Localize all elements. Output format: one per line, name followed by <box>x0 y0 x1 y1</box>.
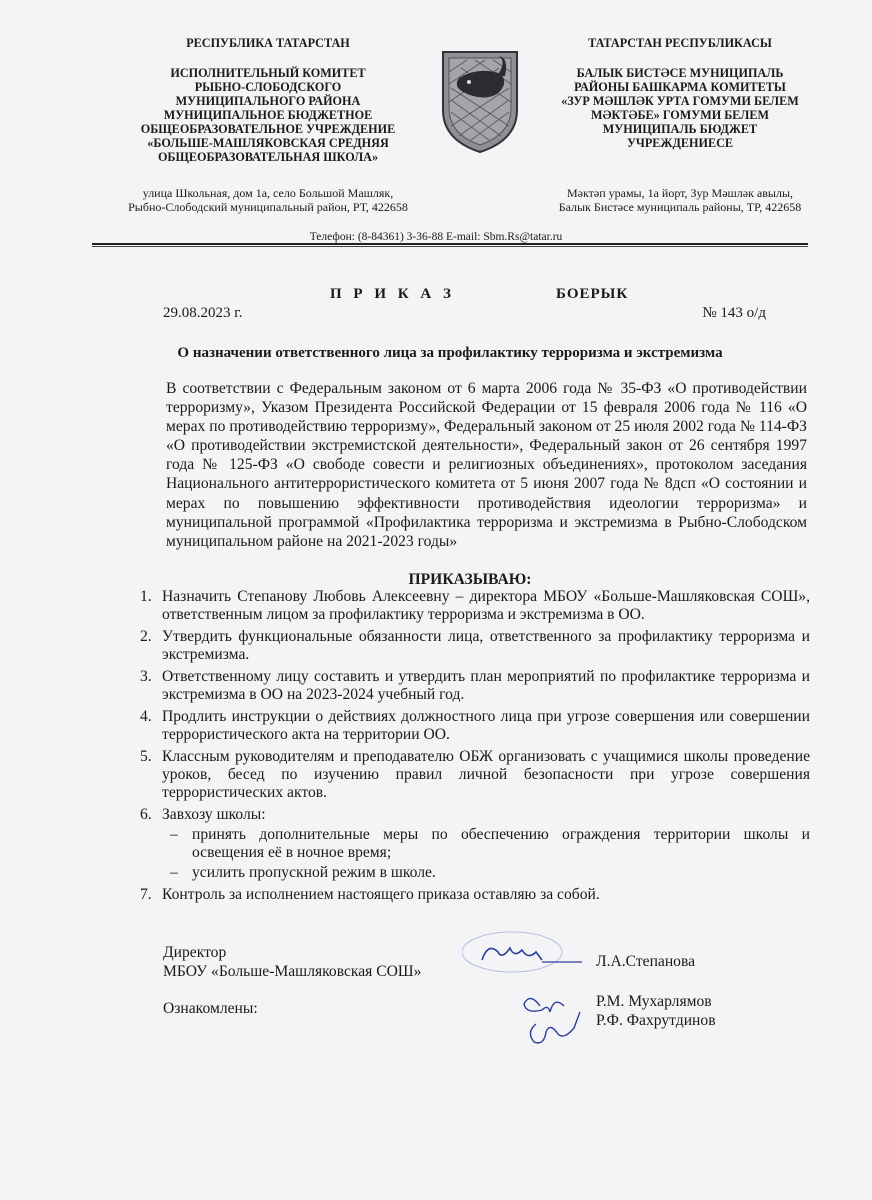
acquainted-names <box>596 992 716 1030</box>
signature-position <box>163 943 421 981</box>
item-text: Завхозу школы: <box>162 806 266 823</box>
coat-of-arms-emblem <box>439 48 521 154</box>
position-org: МБОУ «Больше-Машляковская СОШ» <box>163 963 422 980</box>
header-right <box>530 36 830 214</box>
header-left <box>88 36 448 214</box>
item-text: Ответственному лицу составить и утвердить план мероприятий по профилактике терроризма и экстремизма в ОО на 2023-2024 учебный год. <box>162 668 810 703</box>
org-name-tt <box>530 66 830 150</box>
item-text: Классным руководителям и преподавателю ОБЖ организовать с учащимися школы проведение уроков, бесед по изучению правил личной безопасности при угрозе совершения террористических актов. <box>162 748 810 801</box>
org-line: «БОЛЬШЕ-МАШЛЯКОВСКАЯ СРЕДНЯЯ <box>147 136 389 150</box>
republic-ru: РЕСПУБЛИКА ТАТАРСТАН <box>186 36 350 50</box>
item-text: Назначить Степанову Любовь Алексеевну – директора МБОУ «Больше-Машляковская СОШ», ответственным лицом за профилактику терроризма и экстремизма в ОО. <box>162 588 810 623</box>
item-number: 5. <box>140 748 152 765</box>
address-line: Балык Бистәсе муниципаль районы, ТР, 422658 <box>558 200 802 214</box>
order-items <box>140 588 810 908</box>
sub-list <box>162 826 810 882</box>
org-name-ru <box>88 66 448 164</box>
item-number: 4. <box>140 708 152 725</box>
org-line: РАЙОНЫ БАШКАРМА КОМИТЕТЫ <box>574 80 786 94</box>
acquainted-label: Ознакомлены: <box>163 1000 258 1017</box>
org-line: ОБЩЕОБРАЗОВАТЕЛЬНАЯ ШКОЛА» <box>157 150 379 164</box>
list-item <box>140 708 810 744</box>
dash-bullet: – <box>170 864 178 881</box>
item-number: 6. <box>140 806 152 823</box>
list-item <box>140 806 810 882</box>
address-line: Рыбно-Слободский муниципальный район, РТ, 422658 <box>128 200 408 214</box>
org-line: УЧРЕЖДЕНИЕСЕ <box>626 136 734 150</box>
dash-bullet: – <box>170 826 178 843</box>
org-line: МӘКТӘБЕ» ГОМУМИ БЕЛЕМ <box>591 108 769 122</box>
director-signature <box>462 930 582 978</box>
address-line: улица Школьная, дом 1а, село Большой Машляк, <box>142 186 394 200</box>
doc-number: № 143 о/д <box>702 305 766 321</box>
item-number: 1. <box>140 588 152 605</box>
item-number: 7. <box>140 886 152 903</box>
sub-item-text: усилить пропускной режим в школе. <box>192 864 436 881</box>
list-item <box>140 628 810 664</box>
org-line: «ЗУР МӘШЛӘК УРТА ГОМУМИ БЕЛЕМ <box>561 94 799 108</box>
address-ru <box>88 186 448 214</box>
org-line: МУНИЦИПАЛЬНОЕ БЮДЖЕТНОЕ <box>163 108 373 122</box>
position-title: Директор <box>163 944 227 961</box>
acquainted-signatures <box>520 988 595 1048</box>
header-divider <box>92 243 808 245</box>
org-line: МУНИЦИПАЛЬ БЮДЖЕТ <box>602 122 758 136</box>
order-word: ПРИКАЗЫВАЮ: <box>408 571 532 588</box>
address-tt <box>530 186 830 214</box>
doc-title-tt: БОЕРЫК <box>556 286 629 302</box>
director-name: Л.А.Степанова <box>596 953 696 970</box>
org-line: БАЛЫК БИСТӘСЕ МУНИЦИПАЛЬ <box>576 66 784 80</box>
acquainted-name: Р.Ф. Фахрутдинов <box>596 1012 716 1029</box>
org-line: ОБЩЕОБРАЗОВАТЕЛЬНОЕ УЧРЕЖДЕНИЕ <box>140 122 396 136</box>
org-line: РЫБНО-СЛОБОДСКОГО <box>194 80 342 94</box>
sub-item-text: принять дополнительные меры по обеспечению ограждения территории школы и освещения её в ночное время; <box>192 826 810 861</box>
item-text: Продлить инструкции о действиях должностного лица при угрозе совершения или совершении террористического акта на территории ОО. <box>162 708 810 743</box>
doc-date: 29.08.2023 г. <box>163 305 243 321</box>
list-item <box>140 886 810 904</box>
header-divider-thin <box>92 246 808 247</box>
republic-tt: ТАТАРСТАН РЕСПУБЛИКАСЫ <box>588 36 772 50</box>
acquainted-name: Р.М. Мухарлямов <box>596 993 712 1010</box>
address-line: Мәктәп урамы, 1а йорт, Зур Мәшләк авылы, <box>566 186 794 200</box>
org-line: ИСПОЛНИТЕЛЬНЫЙ КОМИТЕТ <box>170 66 366 80</box>
doc-title-ru: П Р И К А З <box>330 286 455 302</box>
item-text: Контроль за исполнением настоящего приказа оставляю за собой. <box>162 886 600 903</box>
sub-list-item <box>162 864 810 882</box>
item-text: Утвердить функциональные обязанности лица, ответственного за профилактику терроризма и экстремизма. <box>162 628 810 663</box>
list-item <box>140 668 810 704</box>
preamble: В соответствии с Федеральным законом от 6 марта 2006 года № 35-ФЗ «О противодействии терроризму», Указом Президента Российской Федерации от 15 февраля 2006 года № 116 «О мерах по противодействию терроризму», Федеральный законом от 25 июля 2002 года № 114-ФЗ «О противодействии экстремистской деятельности», Федеральный закон от 26 сентября 1997 года № 125-ФЗ «О свободе совести и религиозных объединениях», протоколом заседания Национального антитеррористического комитета от 5 июня 2007 года № 8дсп «О состоянии и мерах по повышению эффективности противодействия идеологии терроризма» и муниципальной программой «Профилактика терроризма и экстремизма в Рыбно-Слободском муниципальном районе на 2021-2023 годы» <box>166 380 807 550</box>
item-number: 3. <box>140 668 152 685</box>
doc-subject: О назначении ответственного лица за профилактику терроризма и экстремизма <box>177 345 723 361</box>
contacts: Телефон: (8-84361) 3-36-88 E-mail: Sbm.Rs@tatar.ru <box>309 231 563 243</box>
sub-list-item <box>162 826 810 862</box>
list-item <box>140 748 810 802</box>
item-number: 2. <box>140 628 152 645</box>
org-line: МУНИЦИПАЛЬНОГО РАЙОНА <box>175 94 361 108</box>
list-item <box>140 588 810 624</box>
